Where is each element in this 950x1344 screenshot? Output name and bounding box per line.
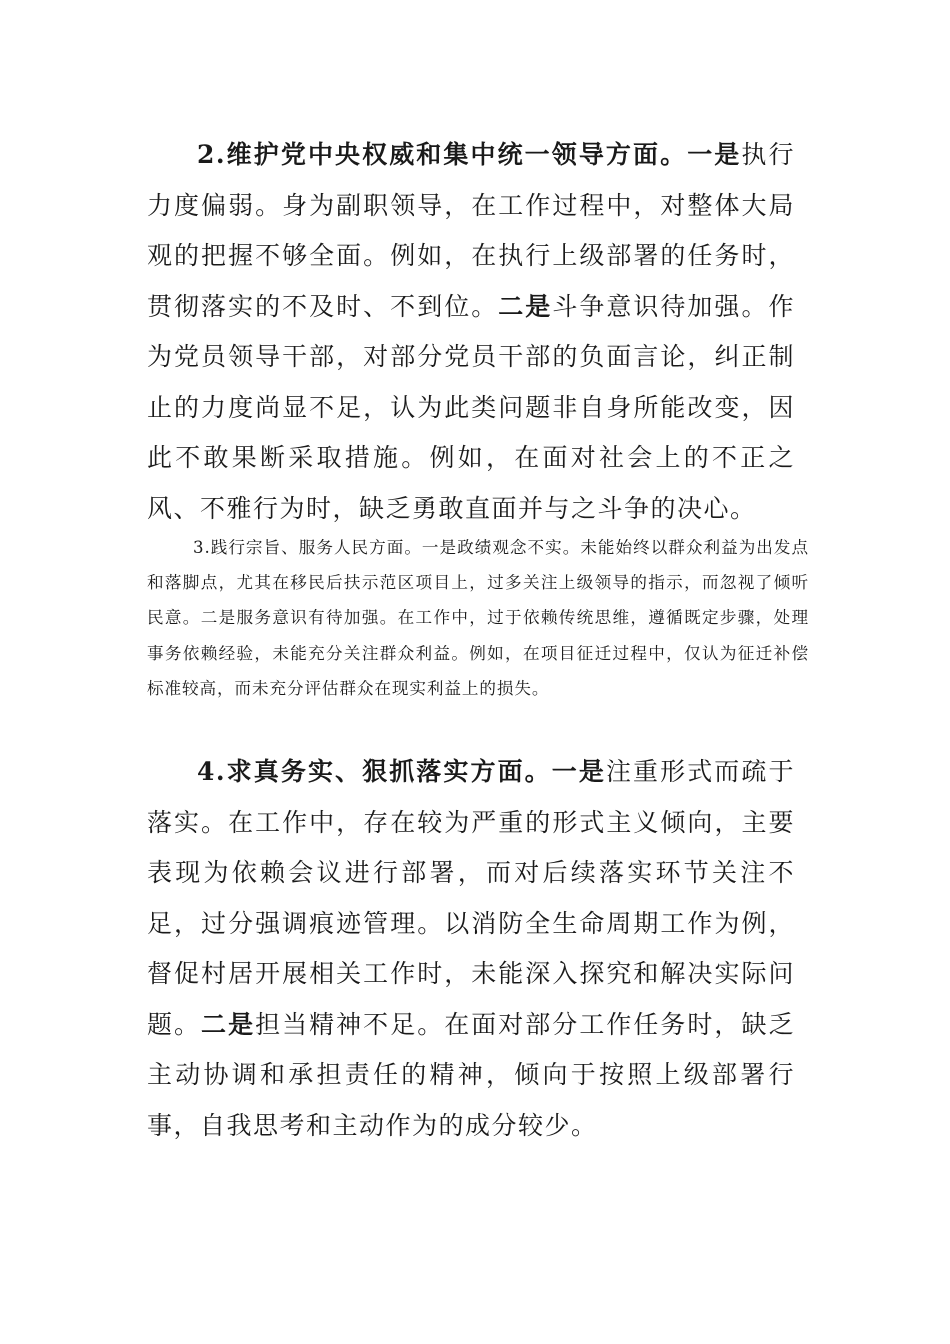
section-2-point2-label: 二是 [498,291,553,321]
section-3-text: 3.践行宗旨、服务人民方面。一是政绩观念不实。未能始终以群众利益为出发点和落脚点，尤其在移民后扶示范区项目上，过多关注上级领导的指示，而忽视了倾听民意。二是服务意识有待加强。在工作中，过于依赖传统思维，遵循既定步骤，处理事务依赖经验，未能充分关注群众利益。例如，在项目征迁过程中，仅认为征迁补偿标准较高，而未充分评估群众在现实利益上的损失。 [147,538,809,698]
section-4-point2-label: 二是 [201,1009,256,1039]
section-4-paragraph [147,747,795,1151]
section-2-point2-text: 斗争意识待加强。作为党员领导干部，对部分党员干部的负面言论，纠正制止的力度尚显不足，认为此类问题非自身所能改变，因此不敢果断采取措施。例如，在面对社会上的不正之风、不雅行为时，缺乏勇敢直面并与之斗争的决心。 [147,291,795,523]
section-2-point1-label: 一是 [687,140,742,169]
section-2-paragraph [147,130,795,534]
section-2-heading: 2.维护党中央权威和集中统一领导方面。 [197,140,688,169]
section-4-point2-text: 担当精神不足。在面对部分工作任务时，缺乏主动协调和承担责任的精神，倾向于按照上级部署行事，自我思考和主动作为的成分较少。 [147,1009,795,1140]
section-4-heading: 4.求真务实、狠抓落实方面。 [197,757,552,786]
section-4-point1-text: 注重形式而疏于落实。在工作中，存在较为严重的形式主义倾向，主要表现为依赖会议进行部署，而对后续落实环节关注不足，过分强调痕迹管理。以消防全生命周期工作为例，督促村居开展相关工作时，未能深入探究和解决实际问题。 [147,757,795,1039]
section-3-paragraph [147,530,809,706]
section-2-point1-text: 执行力度偏弱。身为副职领导，在工作过程中，对整体大局观的把握不够全面。例如，在执行上级部署的任务时，贯彻落实的不及时、不到位。 [147,140,795,321]
section-4-point1-label: 一是 [551,757,606,786]
